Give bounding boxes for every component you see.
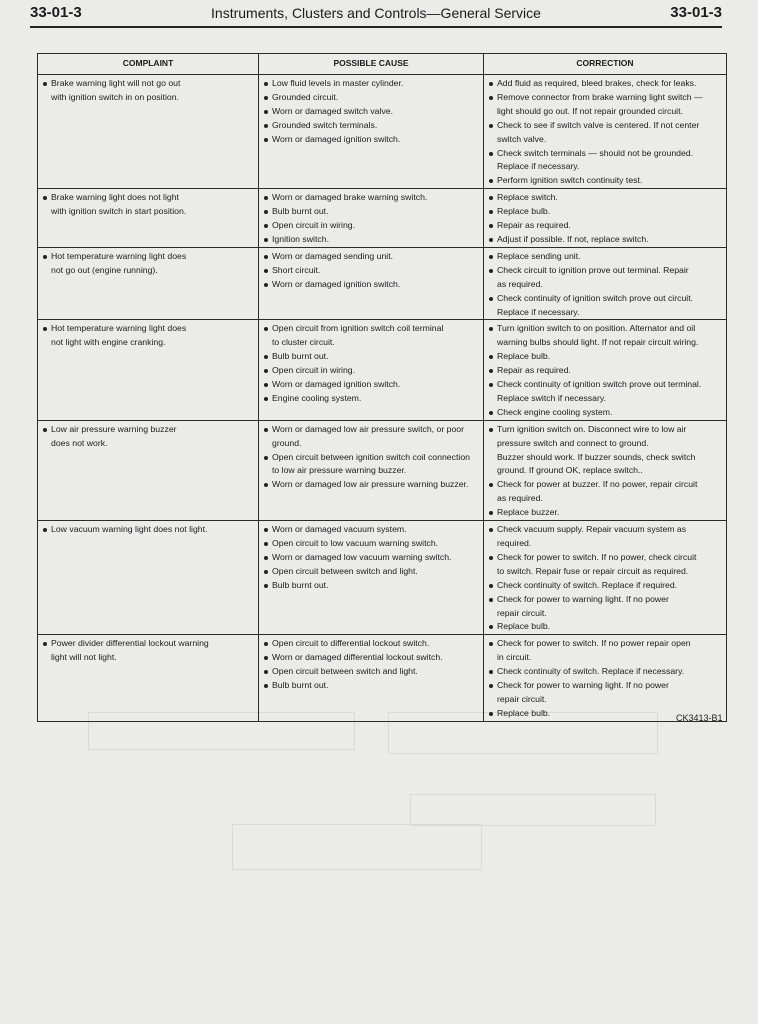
cause-item: Worn or damaged sending unit.	[261, 250, 479, 264]
cause-cell	[259, 420, 484, 520]
bleed-through-box	[232, 824, 482, 870]
cause-item: Open circuit in wiring.	[261, 364, 479, 378]
complaint-item: Brake warning light does not light with ignition switch in start position.	[40, 191, 254, 219]
bullet-list	[38, 320, 258, 350]
cause-item: Worn or damaged low vacuum warning switch.	[261, 551, 479, 565]
correction-item: Check switch terminals — should not be grounded. Replace if necessary.	[486, 147, 722, 175]
correction-item: Check continuity of switch. Replace if required.	[486, 579, 722, 593]
cause-item: Worn or damaged ignition switch.	[261, 278, 479, 292]
table-row	[38, 635, 727, 721]
cause-cell	[259, 635, 484, 721]
correction-item: Check for power to warning light. If no power repair circuit.	[486, 679, 722, 707]
cause-item: Short circuit.	[261, 264, 479, 278]
correction-item: Check to see if switch valve is centered. If not center switch valve.	[486, 119, 722, 147]
cause-item: Bulb burnt out.	[261, 350, 479, 364]
page-title: Instruments, Clusters and Controls—General Service	[211, 5, 541, 21]
bullet-list	[484, 521, 726, 634]
cause-item: Open circuit between ignition switch coil connection to low air pressure warning buzzer.	[261, 451, 479, 479]
correction-item: Check circuit to ignition prove out terminal. Repair as required.	[486, 264, 722, 292]
bullet-list	[259, 521, 483, 593]
correction-item: Adjust if possible. If not, replace switch.	[486, 233, 722, 247]
bullet-list	[38, 248, 258, 278]
bullet-list	[484, 421, 726, 520]
cause-cell	[259, 247, 484, 320]
bullet-list	[38, 521, 258, 537]
cause-item: Open circuit between switch and light.	[261, 565, 479, 579]
cause-item: Ignition switch.	[261, 233, 479, 247]
correction-item: Check continuity of ignition switch prove out terminal. Replace switch if necessary.	[486, 378, 722, 406]
correction-item: Check engine cooling system.	[486, 406, 722, 420]
page-number-left: 33-01-3	[30, 4, 82, 21]
column-header-possible-cause: POSSIBLE CAUSE	[259, 54, 484, 75]
bullet-list	[259, 635, 483, 693]
bullet-list	[38, 635, 258, 665]
correction-cell	[484, 635, 727, 721]
correction-item: Check vacuum supply. Repair vacuum system as required.	[486, 523, 722, 551]
figure-id: CK3413-B1	[676, 713, 723, 723]
bullet-list	[259, 189, 483, 247]
cause-item: Worn or damaged ignition switch.	[261, 378, 479, 392]
cause-item: Low fluid levels in master cylinder.	[261, 77, 479, 91]
correction-item: Replace bulb.	[486, 350, 722, 364]
table-row	[38, 420, 727, 520]
cause-item: Worn or damaged vacuum system.	[261, 523, 479, 537]
cause-item: Worn or damaged switch valve.	[261, 105, 479, 119]
correction-item: Replace bulb.	[486, 205, 722, 219]
bullet-list	[484, 635, 726, 720]
complaint-cell	[38, 521, 259, 635]
bullet-list	[484, 75, 726, 188]
cause-cell	[259, 189, 484, 248]
correction-item: Check for power at buzzer. If no power, repair circuit as required.	[486, 478, 722, 506]
correction-item: Add fluid as required, bleed brakes, check for leaks.	[486, 77, 722, 91]
table-header-row	[38, 54, 727, 75]
complaint-item: Power divider differential lockout warning light will not light.	[40, 637, 254, 665]
table-row	[38, 247, 727, 320]
cause-item: Worn or damaged ignition switch.	[261, 133, 479, 147]
correction-item: Repair as required.	[486, 219, 722, 233]
bullet-list	[484, 189, 726, 247]
correction-item: Check continuity of ignition switch prove out circuit. Replace if necessary.	[486, 292, 722, 320]
page-header	[30, 4, 722, 28]
correction-item: Check for power to switch. If no power repair open in circuit.	[486, 637, 722, 665]
complaint-cell	[38, 635, 259, 721]
cause-item: Worn or damaged low air pressure warning buzzer.	[261, 478, 479, 492]
correction-cell	[484, 75, 727, 189]
correction-item: Perform ignition switch continuity test.	[486, 174, 722, 188]
cause-cell	[259, 320, 484, 420]
bullet-list	[259, 421, 483, 493]
complaint-cell	[38, 420, 259, 520]
bullet-list	[38, 189, 258, 219]
correction-item: Check for power to switch. If no power, check circuit to switch. Repair fuse or repair circuit as required.	[486, 551, 722, 579]
complaint-item: Low air pressure warning buzzer does not work.	[40, 423, 254, 451]
table-row	[38, 320, 727, 420]
bullet-list	[259, 248, 483, 292]
correction-item: Replace bulb.	[486, 620, 722, 634]
correction-item: Replace switch.	[486, 191, 722, 205]
bullet-list	[484, 320, 726, 419]
bullet-list	[38, 421, 258, 451]
correction-item: Remove connector from brake warning light switch — light should go out. If not repair grounded circuit.	[486, 91, 722, 119]
bullet-list	[259, 320, 483, 405]
correction-item: Repair as required.	[486, 364, 722, 378]
cause-item: Grounded switch terminals.	[261, 119, 479, 133]
correction-cell	[484, 247, 727, 320]
cause-item: Bulb burnt out.	[261, 205, 479, 219]
correction-item: Replace bulb.	[486, 707, 722, 721]
cause-cell	[259, 521, 484, 635]
cause-item: Open circuit to differential lockout switch.	[261, 637, 479, 651]
cause-item: Worn or damaged differential lockout switch.	[261, 651, 479, 665]
table-row	[38, 189, 727, 248]
cause-cell	[259, 75, 484, 189]
table-row	[38, 521, 727, 635]
cause-item: Open circuit in wiring.	[261, 219, 479, 233]
table-row	[38, 75, 727, 189]
correction-cell	[484, 189, 727, 248]
correction-item: Turn ignition switch to on position. Alternator and oil warning bulbs should light. If not repair circuit wiring.	[486, 322, 722, 350]
correction-item: Replace buzzer.	[486, 506, 722, 520]
correction-item: Check for power to warning light. If no power repair circuit.	[486, 593, 722, 621]
cause-item: Open circuit between switch and light.	[261, 665, 479, 679]
bullet-list	[38, 75, 258, 105]
complaint-cell	[38, 320, 259, 420]
cause-item: Grounded circuit.	[261, 91, 479, 105]
complaint-cell	[38, 75, 259, 189]
cause-item: Open circuit to low vacuum warning switch.	[261, 537, 479, 551]
correction-item: Replace sending unit.	[486, 250, 722, 264]
complaint-item: Brake warning light will not go out with ignition switch in on position.	[40, 77, 254, 105]
correction-cell	[484, 521, 727, 635]
bullet-list	[484, 248, 726, 320]
cause-item: Bulb burnt out.	[261, 679, 479, 693]
correction-cell	[484, 420, 727, 520]
correction-item: Check continuity of switch. Replace if necessary.	[486, 665, 722, 679]
column-header-complaint: COMPLAINT	[38, 54, 259, 75]
cause-item: Bulb burnt out.	[261, 579, 479, 593]
complaint-item: Low vacuum warning light does not light.	[40, 523, 254, 537]
bullet-list	[259, 75, 483, 147]
correction-item: Turn ignition switch on. Disconnect wire to low air pressure switch and connect to ground. Buzzer should work. If buzzer sounds, check switch ground. If ground OK, replace switch..	[486, 423, 722, 479]
complaint-item: Hot temperature warning light does not light with engine cranking.	[40, 322, 254, 350]
complaint-cell	[38, 247, 259, 320]
cause-item: Worn or damaged low air pressure switch, or poor ground.	[261, 423, 479, 451]
cause-item: Worn or damaged brake warning switch.	[261, 191, 479, 205]
correction-cell	[484, 320, 727, 420]
table-body	[38, 75, 727, 722]
page-number-right: 33-01-3	[670, 4, 722, 21]
cause-item: Open circuit from ignition switch coil terminal to cluster circuit.	[261, 322, 479, 350]
complaint-cell	[38, 189, 259, 248]
complaint-item: Hot temperature warning light does not go out (engine running).	[40, 250, 254, 278]
column-header-correction: CORRECTION	[484, 54, 727, 75]
bleed-through-box	[410, 794, 656, 826]
service-diagnosis-table	[37, 53, 727, 722]
cause-item: Engine cooling system.	[261, 392, 479, 406]
